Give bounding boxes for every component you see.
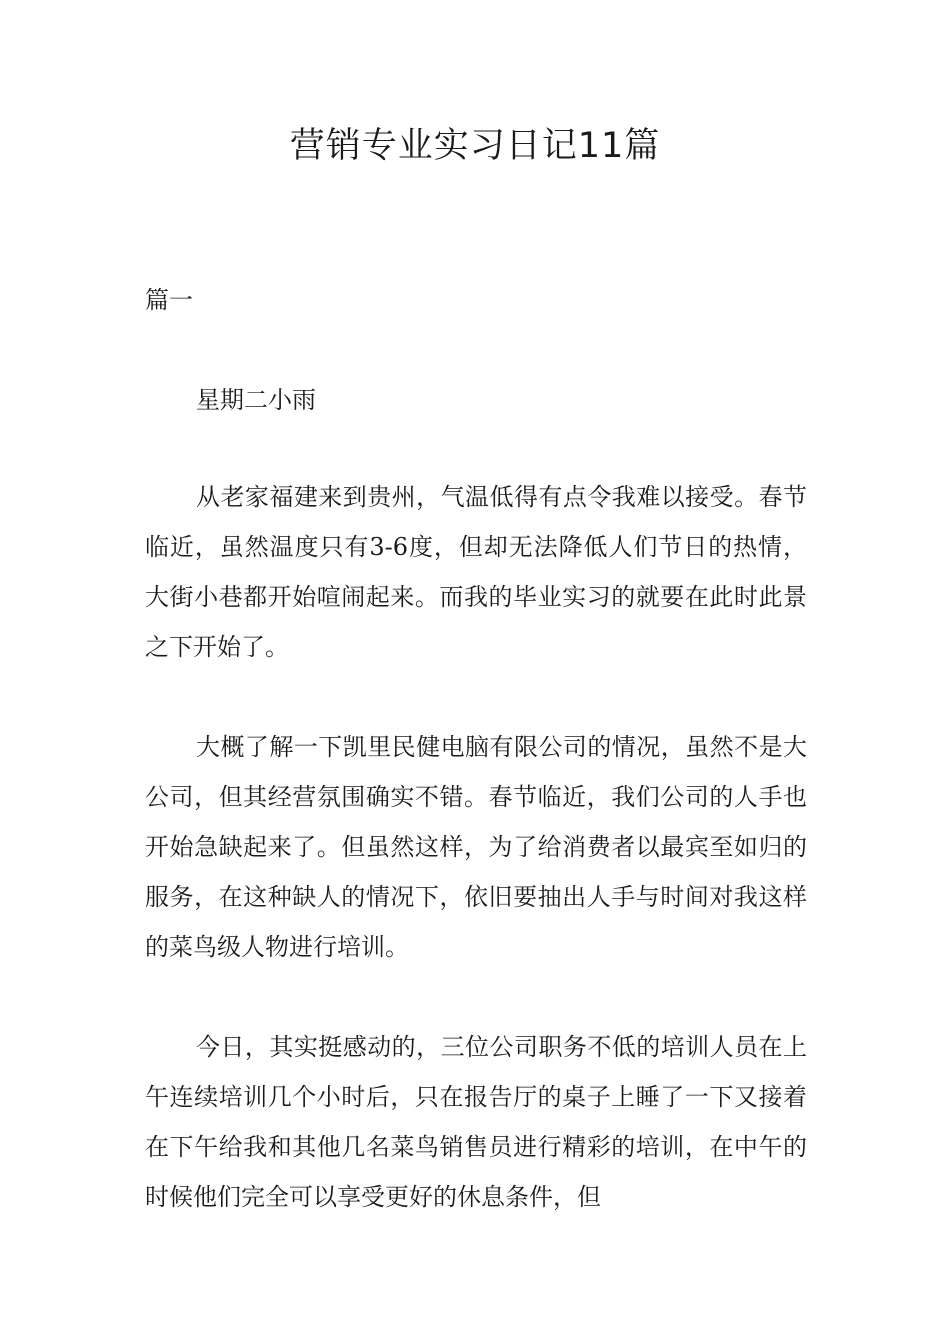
body-paragraph: 今日，其实挺感动的，三位公司职务不低的培训人员在上午连续培训几个小时后，只在报告厅的桌子上睡了一下又接着在下午给我和其他几名菜鸟销售员进行精彩的培训，在中午的时候他们完全可以享受更好的休息条件，但 [145, 1033, 807, 1211]
section-label: 篇一 [145, 286, 193, 314]
diary-dateline: 星期二小雨 [196, 386, 316, 414]
body-paragraph: 从老家福建来到贵州，气温低得有点令我难以接受。春节临近，虽然温度只有3-6度，但却无法降低人们节日的热情，大街小巷都开始喧闹起来。而我的毕业实习的就要在此时此景之下开始了。 [145, 483, 807, 661]
document-title: 营销专业实习日记11篇 [289, 126, 661, 166]
body-paragraph: 大概了解一下凯里民健电脑有限公司的情况，虽然不是大公司，但其经营氛围确实不错。春节临近，我们公司的人手也开始急缺起来了。但虽然这样，为了给消费者以最宾至如归的服务，在这种缺人的情况下，依旧要抽出人手与时间对我这样的菜鸟级人物进行培训。 [145, 733, 807, 961]
